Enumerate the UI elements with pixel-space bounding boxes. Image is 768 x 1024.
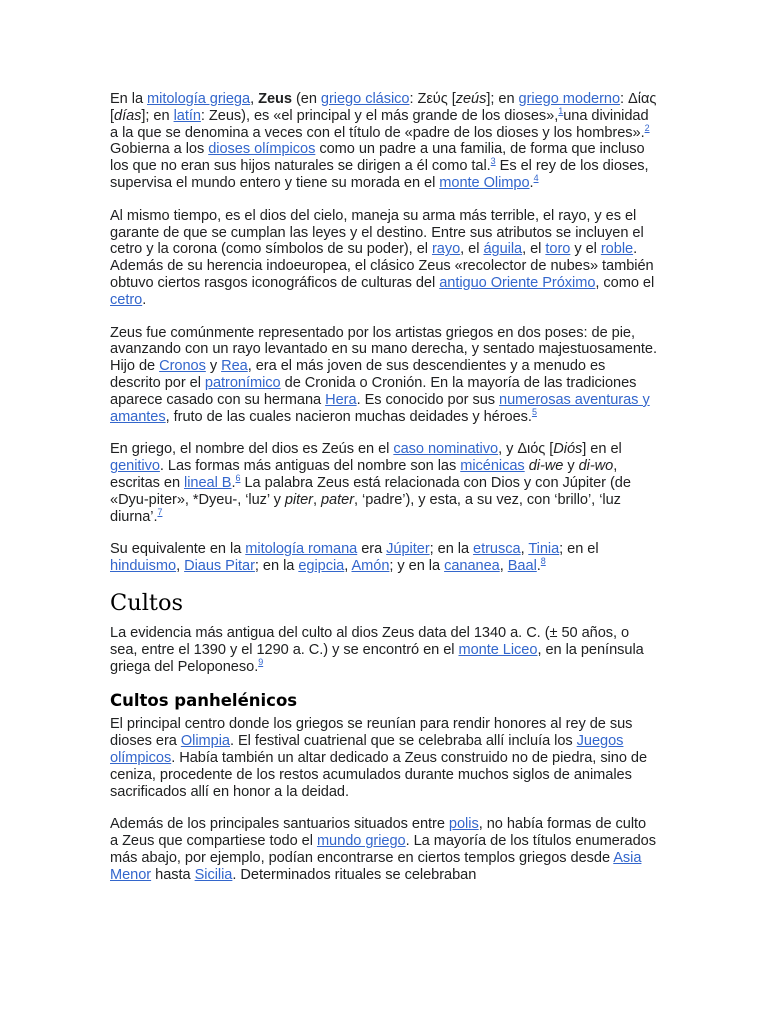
text-run: , fruto de las cuales nacieron muchas deidades y héroes. <box>165 408 532 425</box>
text-run: , el <box>460 241 484 258</box>
text-run: , en la península griega del Peloponeso. <box>110 641 644 675</box>
reference-link[interactable]: 9 <box>258 656 264 667</box>
text-run: , no había formas de culto a Zeus que compartiese todo el <box>110 816 647 850</box>
text-run: . Es conocido por sus <box>356 391 500 408</box>
link-tinia[interactable]: Tinia <box>528 541 560 558</box>
paragraph-santuarios <box>110 816 658 883</box>
link-caso-nominativo[interactable]: caso nominativo <box>393 441 499 458</box>
link-toro[interactable]: toro <box>545 241 571 258</box>
link-patronimico[interactable]: patronímico <box>204 374 281 391</box>
text-run: ] en el <box>582 441 622 458</box>
text-run: , <box>344 558 352 575</box>
text-run: : Ζεύς [ <box>409 91 456 107</box>
link-cronos[interactable]: Cronos <box>159 358 206 375</box>
text-run: de Cronida o Cronión. En la mayoría de las tradiciones aparece casado con su hermana <box>110 374 637 408</box>
link-micenicas[interactable]: micénicas <box>460 458 525 475</box>
text-run: (en <box>291 91 321 107</box>
text-run: , era el más joven de sus descendientes y a menudo es descrito por el <box>110 358 606 391</box>
link-rayo[interactable]: rayo <box>431 241 461 258</box>
text-run: En la <box>110 91 148 107</box>
text-run: . El festival cuatrienal que se celebraba allí incluía los <box>229 733 577 750</box>
link-asia-menor[interactable]: Asia Menor <box>110 849 642 883</box>
text-run: . <box>142 291 147 308</box>
reference-link[interactable]: 2 <box>644 122 650 133</box>
link-rea[interactable]: Rea <box>221 358 248 375</box>
link-numerosas-aventuras-y-amantes[interactable]: numerosas aventuras y amantes <box>110 391 650 425</box>
paragraph-olimpia <box>110 716 658 800</box>
link-polis[interactable]: polis <box>448 816 479 833</box>
reference-superscript <box>157 507 162 517</box>
link-mundo-griego[interactable]: mundo griego <box>316 833 406 850</box>
text-run: La evidencia más antigua del culto al dios Zeus data del 1340 a. C. (± 50 años, o sea, entre el 1390 y el 1290 a. C.) y se encontró en el <box>110 624 630 658</box>
paragraph-equivalents <box>110 541 658 575</box>
bold-term: Zeus <box>258 91 292 107</box>
text-run: . Las formas más antiguas del nombre son las <box>159 458 461 475</box>
link-griego-moderno[interactable]: griego moderno <box>518 91 621 107</box>
link-aguila[interactable]: águila <box>483 241 523 258</box>
text-run: El principal centro donde los griegos se reunían para rendir honores al rey de sus dioses era <box>110 716 633 750</box>
heading-cultos: Cultos <box>110 589 184 616</box>
text-run: una divinidad a la que se denomina a veces con el título de «padre de los dioses y los hombres». <box>110 107 649 141</box>
reference-link[interactable]: 1 <box>558 105 564 116</box>
link-sicilia[interactable]: Sicilia <box>194 866 233 883</box>
text-run: . Además de su herencia indoeuropea, el clásico Zeus «recolector de nubes» también obtuvo ciertos rasgos iconográficos de culturas del <box>110 241 654 291</box>
link-griego-clasico[interactable]: griego clásico <box>320 91 410 107</box>
paragraph-attributes <box>110 208 658 309</box>
text-run: , el <box>522 241 546 258</box>
link-monte-liceo[interactable]: monte Liceo <box>458 641 538 658</box>
reference-superscript <box>258 657 263 667</box>
paragraph-earliest-cult <box>110 625 658 675</box>
text-run: , <box>312 491 321 508</box>
link-genitivo[interactable]: genitivo <box>110 458 160 475</box>
text-run: ; y en la <box>389 558 445 575</box>
text-run: , <box>250 91 259 107</box>
reference-link[interactable]: 6 <box>235 473 241 484</box>
text-run: ; en la <box>429 541 474 558</box>
text-run: : Zeus), es «el principal y el más grande de los dioses», <box>200 107 559 124</box>
reference-link[interactable]: 7 <box>157 506 163 517</box>
text-run: como un padre a una familia, de forma que incluso los que no eran sus hijos naturales se dirigen a él como tal. <box>110 141 645 175</box>
text-run: . Determinados rituales se celebraban <box>232 866 477 883</box>
text-run: , y Διός [ <box>498 441 554 458</box>
text-run: , escritas en <box>110 458 618 491</box>
link-mitologia-romana[interactable]: mitología romana <box>245 541 358 558</box>
paragraph-etymology <box>110 441 658 525</box>
link-mitologia-griega[interactable]: mitología griega <box>147 91 251 107</box>
article-body <box>110 91 658 899</box>
text-run: , como el <box>595 274 655 291</box>
reference-link[interactable]: 3 <box>490 156 496 167</box>
reference-superscript <box>534 173 539 183</box>
link-egipcia[interactable]: egipcia <box>298 558 345 575</box>
text-run: ; en la <box>254 558 299 575</box>
text-run: ]; en <box>141 107 174 124</box>
italic-term: di-we <box>528 458 564 475</box>
text-run: Gobierna a los <box>110 141 209 158</box>
text-run: Al mismo tiempo, es el dios del cielo, maneja su arma más terrible, el rayo, y es el garante de que se cumplan las leyes y el destino. Entre sus atributos se incluyen el cetro y la corona (como símbolos de su poder), el <box>110 207 644 258</box>
text-run: y <box>205 358 222 375</box>
text-run: y <box>563 458 579 475</box>
text-run: , <box>499 558 508 575</box>
text-run: En griego, el nombre del dios es Zeús en el <box>110 441 394 458</box>
italic-term: pater <box>320 491 354 508</box>
link-diaus-pitar[interactable]: Diaus Pitar <box>184 558 255 575</box>
reference-link[interactable]: 5 <box>531 406 537 417</box>
text-run: , <box>176 558 185 575</box>
link-dioses-olimpicos[interactable]: dioses olímpicos <box>208 141 316 158</box>
text-run: ]; en <box>486 91 519 107</box>
paragraph-intro <box>110 91 658 192</box>
text-run: , <box>520 541 529 558</box>
text-run: , ‘padre’), y esta, a su vez, con ‘brillo’, ‘luz diurna’. <box>110 491 621 525</box>
text-run: . <box>529 174 534 191</box>
text-run: hasta <box>151 866 195 883</box>
reference-superscript <box>541 556 546 566</box>
italic-term: di-wo <box>578 458 614 475</box>
text-run: . Había también un altar dedicado a Zeus construido no de piedra, sino de ceniza, procedente de los restos acumulados durante muchos siglos de animales sacrificados allí en honor a la deidad. <box>110 749 648 800</box>
link-juegos-olimpicos[interactable]: Juegos olímpicos <box>110 733 624 766</box>
italic-term: zeús <box>455 91 487 107</box>
heading-cultos-panhelenicos: Cultos panhelénicos <box>110 691 298 711</box>
reference-superscript <box>645 123 650 133</box>
reference-superscript <box>532 407 537 417</box>
text-run: La palabra Zeus está relacionada con Dios y con Júpiter (de «Dyu-piter», *Dyeu-, ‘luz’ y <box>110 474 631 508</box>
link-cananea[interactable]: cananea <box>444 558 500 575</box>
text-run: Es el rey de los dioses, supervisa el mundo entero y tiene su morada en el <box>110 158 649 191</box>
link-etrusca[interactable]: etrusca <box>473 541 521 558</box>
text-run: : Δίας [ <box>110 91 657 124</box>
text-run: . <box>231 474 236 491</box>
link-roble[interactable]: roble <box>600 241 634 258</box>
link-latin[interactable]: latín <box>173 107 201 124</box>
italic-term: piter <box>284 491 313 508</box>
text-run: Además de los principales santuarios situados entre <box>110 816 449 833</box>
text-run: Su equivalente en la <box>110 541 246 558</box>
link-lineal-b[interactable]: lineal B <box>184 474 232 491</box>
link-baal[interactable]: Baal <box>507 558 537 575</box>
text-run: ; en el <box>559 541 599 558</box>
reference-link[interactable]: 8 <box>540 556 546 567</box>
text-run: . La mayoría de los títulos enumerados más abajo, por ejemplo, podían encontrarse en ciertos templos griegos desde <box>110 833 656 866</box>
text-run: y el <box>570 241 601 258</box>
text-run: Zeus fue comúnmente representado por los artistas griegos en dos poses: de pie, avanzando con un rayo levantado en su mano derecha, y sentado majestuosamente. Hijo de <box>110 324 657 375</box>
link-jupiter[interactable]: Júpiter <box>386 541 430 558</box>
reference-link[interactable]: 4 <box>533 173 539 184</box>
link-hinduismo[interactable]: hinduismo <box>110 558 177 575</box>
text-run: . <box>536 558 541 575</box>
italic-term: Diós <box>553 441 583 458</box>
text-run: era <box>357 541 387 558</box>
link-antiguo-oriente-proximo[interactable]: antiguo Oriente Próximo <box>439 274 596 291</box>
link-amon[interactable]: Amón <box>351 558 390 575</box>
italic-term: días <box>114 107 142 124</box>
link-olimpia[interactable]: Olimpia <box>180 733 230 750</box>
paragraph-representation <box>110 325 658 426</box>
link-hera[interactable]: Hera <box>325 391 357 408</box>
link-monte-olimpo[interactable]: monte Olimpo <box>439 174 530 191</box>
link-cetro[interactable]: cetro <box>110 291 143 308</box>
